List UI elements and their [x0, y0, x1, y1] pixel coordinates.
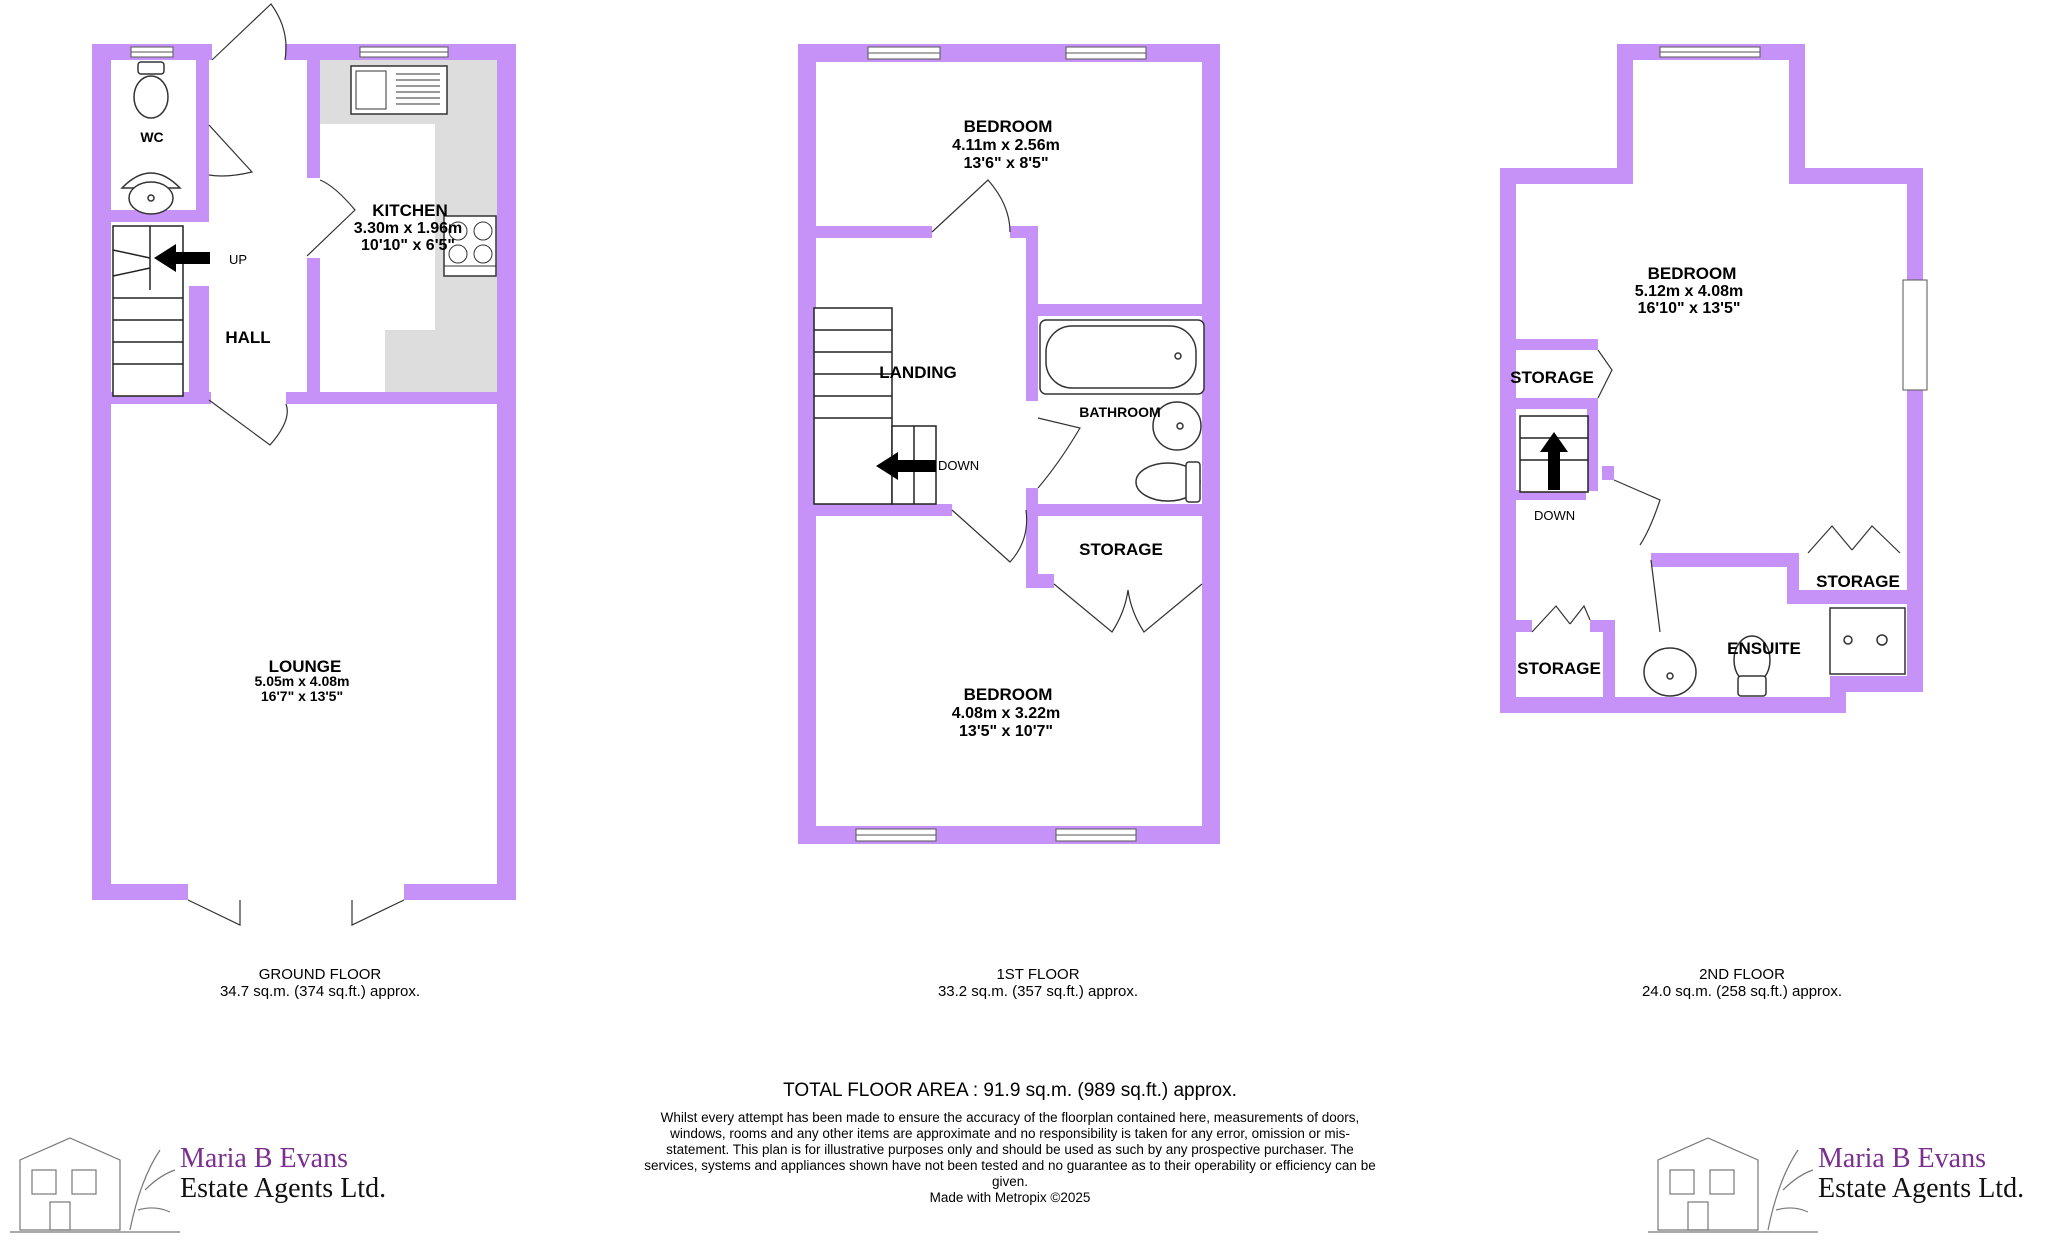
- bedroom-front-dim-imperial: 13'6" x 8'5": [963, 155, 1049, 172]
- ground-floor-caption: [120, 966, 520, 1000]
- second-floor-caption: [1542, 966, 1942, 1000]
- up-label: UP: [229, 252, 248, 267]
- stairs: [113, 226, 1588, 504]
- logo-line-2: Estate Agents Ltd.: [180, 1173, 387, 1204]
- wc-label: WC: [140, 129, 164, 145]
- disclaimer-text: Whilst every attempt has been made to ensure the accuracy of the floorplan contained here, measurements of doors, windows, rooms and any other items are approximate and no responsibility is taken for any error, omission or mis-statement. This plan is for illustrative purposes only and should be used as such by any prospective purchaser. The services, systems and appliances shown have not been tested and no guarantee as to their operability or efficiency can be given.: [644, 1110, 1376, 1189]
- first-floor-area: 33.2 sq.m. (357 sq.ft.) approx.: [937, 983, 1139, 1000]
- logo-line-1: Maria B Evans: [1818, 1143, 1986, 1174]
- kitchen-dim-imperial: 10'10" x 6'5": [361, 237, 455, 254]
- ground-floor-title: GROUND FLOOR: [258, 966, 382, 983]
- bedroom-front-label: BEDROOM: [963, 117, 1053, 136]
- kitchen-label: KITCHEN: [372, 201, 448, 220]
- disclaimer: [640, 1110, 1380, 1206]
- bedroom-front-dim-metric: 4.11m x 2.56m: [952, 137, 1060, 154]
- bedroom-rear-dim-imperial: 13'5" x 10'7": [959, 723, 1053, 740]
- bedroom-second-dim-metric: 5.12m x 4.08m: [1634, 283, 1744, 300]
- landing-label: LANDING: [879, 363, 957, 382]
- lounge-dim-metric: 5.05m x 4.08m: [254, 673, 350, 689]
- first-floor-title: 1ST FLOOR: [996, 966, 1080, 983]
- kitchen-dim-metric: 3.30m x 1.96m: [353, 220, 463, 237]
- down-label-second: DOWN: [1534, 508, 1576, 523]
- total-floor-area: TOTAL FLOOR AREA : 91.9 sq.m. (989 sq.ft.) approx.: [783, 1080, 1237, 1101]
- made-with: Made with Metropix ©2025: [929, 1190, 1091, 1205]
- storage-label-right: STORAGE: [1816, 572, 1900, 591]
- hall-label: HALL: [225, 328, 271, 347]
- room-labels: [140, 117, 1900, 740]
- agent-logo-left: [10, 1120, 420, 1240]
- lounge-label: LOUNGE: [268, 657, 342, 676]
- second-floor-title: 2ND FLOOR: [1699, 966, 1785, 983]
- lounge-dim-imperial: 16'7" x 13'5": [260, 688, 344, 704]
- bedroom-rear-dim-metric: 4.08m x 3.22m: [951, 705, 1061, 722]
- ensuite-label: ENSUITE: [1727, 639, 1801, 658]
- house-sketch-icon: [10, 1120, 180, 1240]
- house-sketch-icon: [1648, 1120, 1818, 1240]
- second-floor-area: 24.0 sq.m. (258 sq.ft.) approx.: [1641, 983, 1843, 1000]
- bedroom-second-label: BEDROOM: [1647, 264, 1737, 283]
- bedroom-second-dim-imperial: 16'10" x 13'5": [1637, 300, 1741, 317]
- bedroom-rear-label: BEDROOM: [963, 685, 1053, 704]
- first-floor-caption: [838, 966, 1238, 1000]
- storage-label-left: STORAGE: [1510, 368, 1594, 387]
- storage-label-first: STORAGE: [1079, 540, 1163, 559]
- storage-label-bottom: STORAGE: [1517, 659, 1601, 678]
- logo-line-1: Maria B Evans: [180, 1143, 348, 1174]
- bathroom-label: BATHROOM: [1079, 404, 1161, 420]
- ground-floor-area: 34.7 sq.m. (374 sq.ft.) approx.: [219, 983, 421, 1000]
- down-label-first: DOWN: [938, 458, 980, 473]
- agent-logo-right: [1648, 1120, 2048, 1240]
- logo-line-2: Estate Agents Ltd.: [1818, 1173, 2025, 1204]
